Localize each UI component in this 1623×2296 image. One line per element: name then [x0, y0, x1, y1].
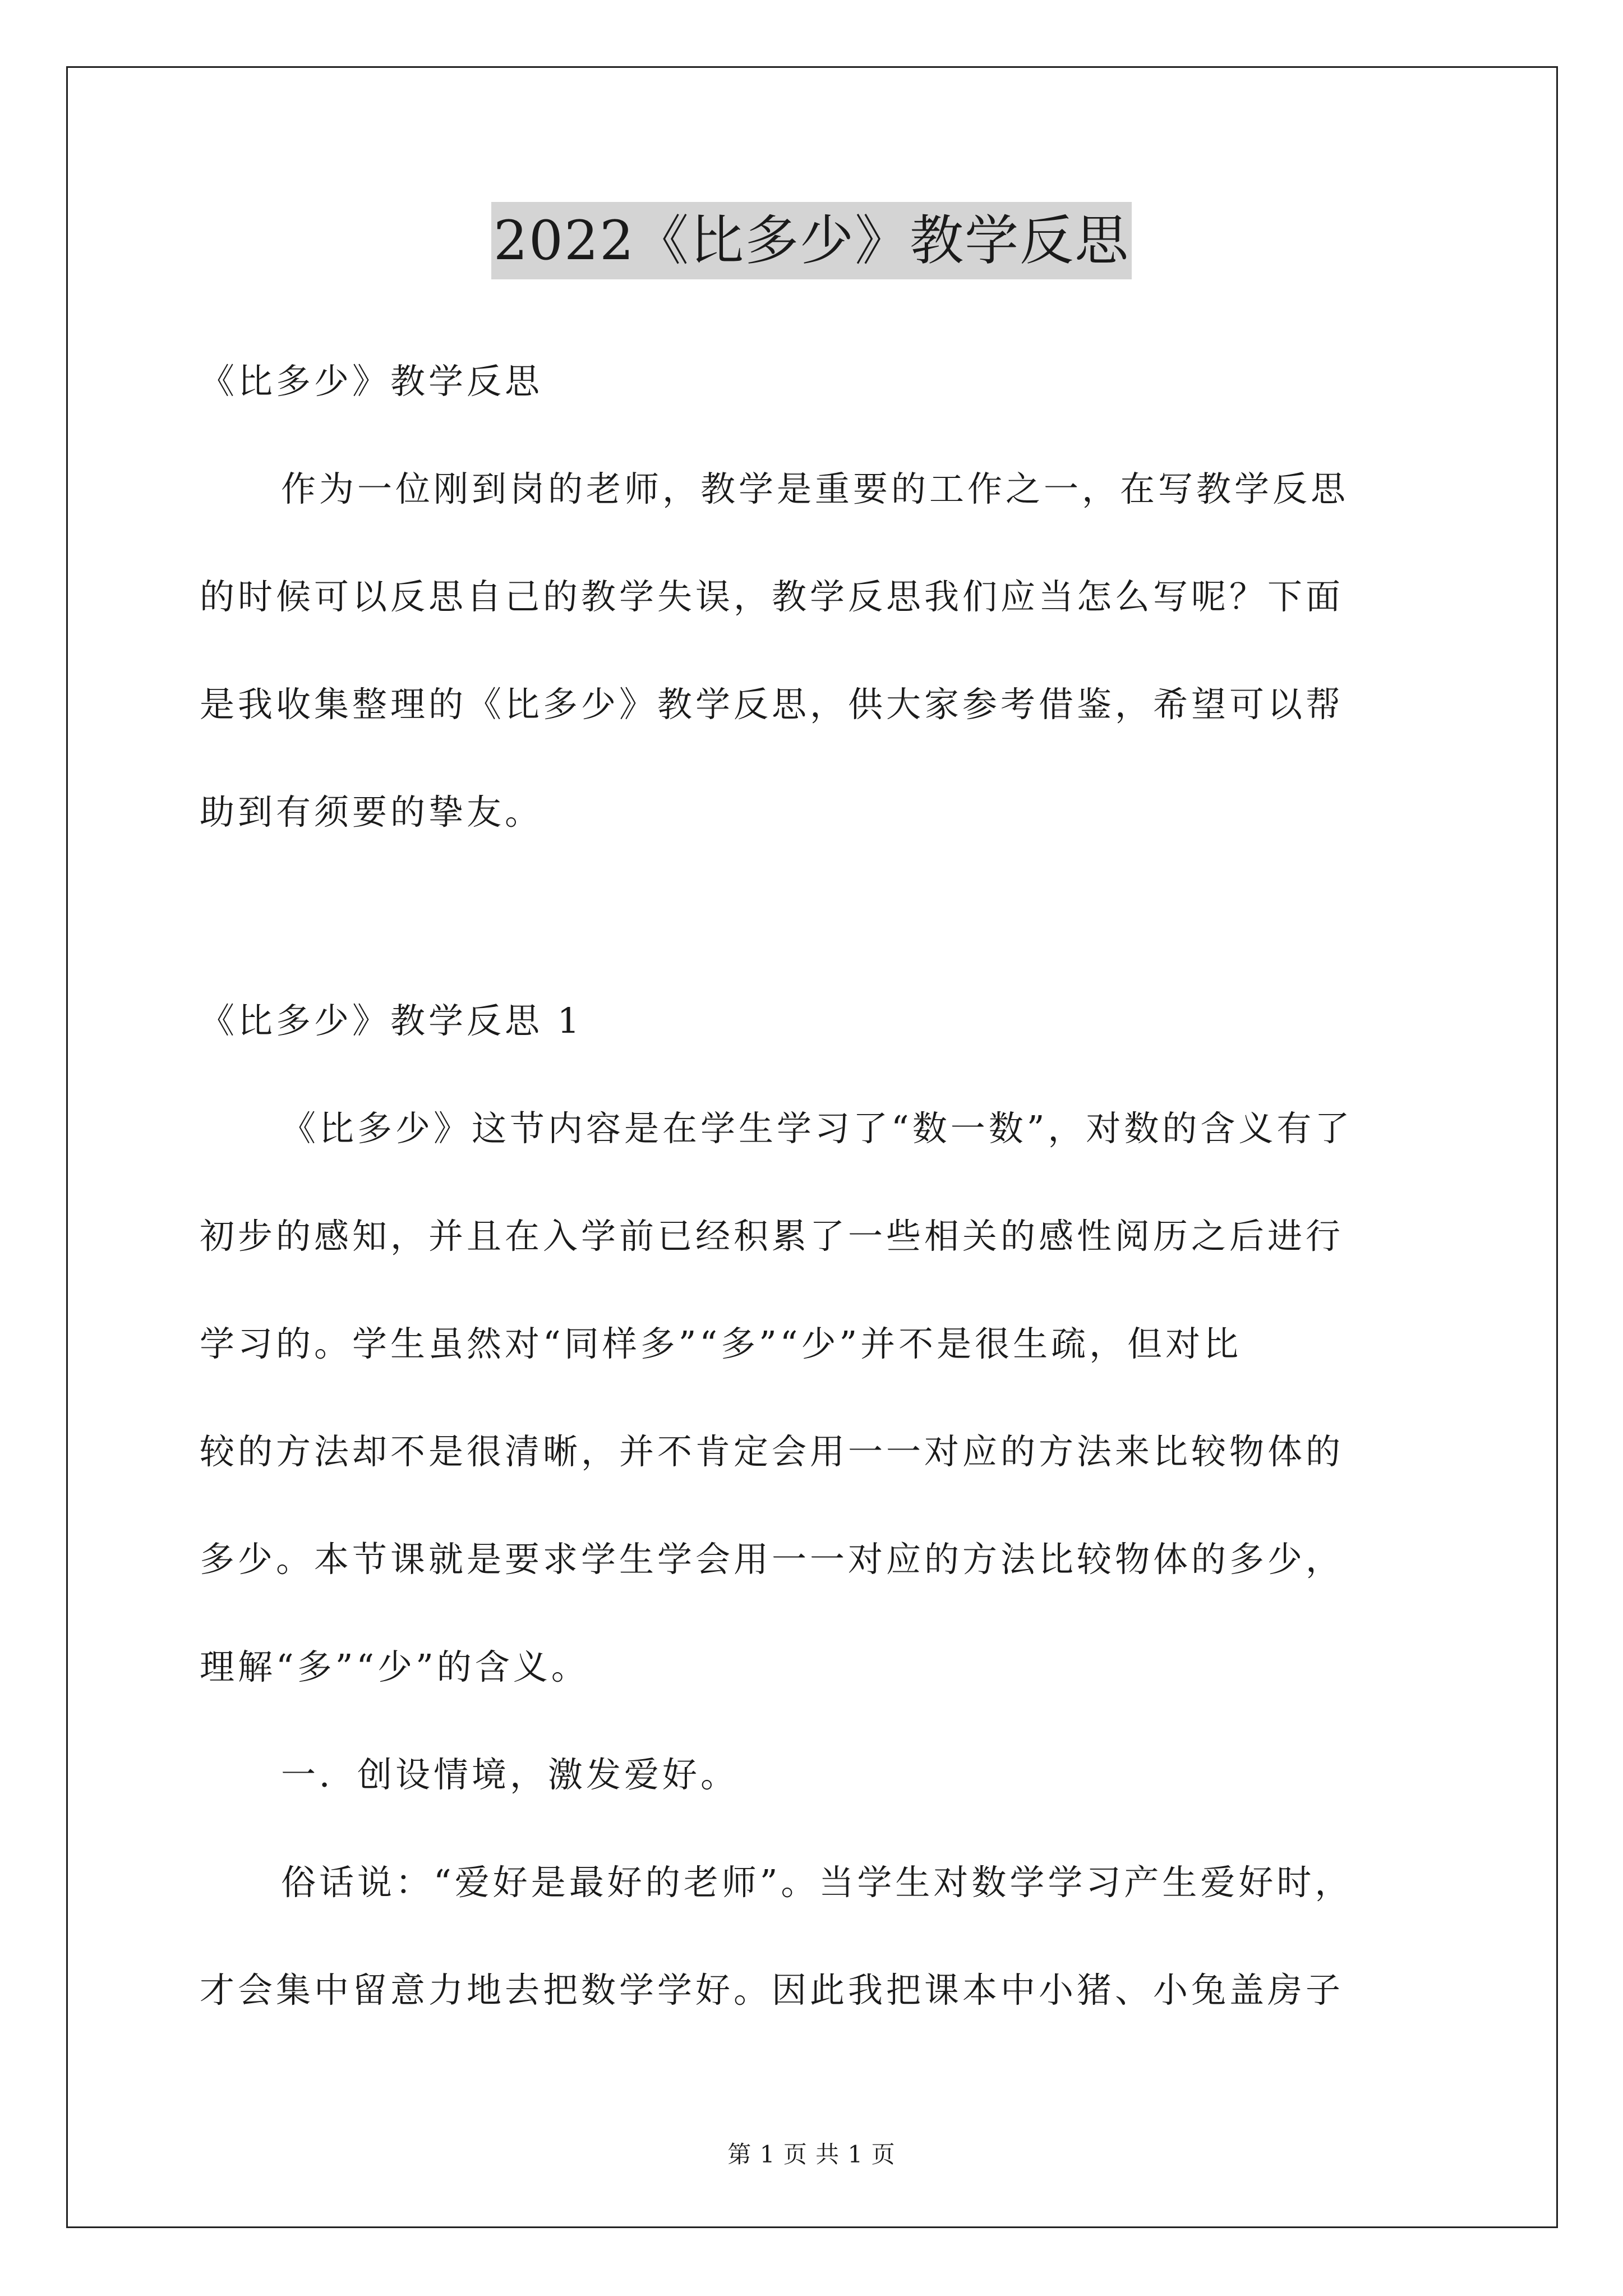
- intro-line-2: 的时候可以反思自己的教学失误，教学反思我们应当怎么写呢？下面: [200, 576, 1344, 617]
- section-spacer: [200, 886, 1433, 987]
- paragraph-1-line-1: 《比多少》这节内容是在学生学习了“数一数”，对数的含义有了: [281, 1108, 1353, 1149]
- paragraph-1-line-2: 初步的感知，并且在入学前已经积累了一些相关的感性阅历之后进行: [200, 1216, 1344, 1257]
- paragraph-1-line-3: 学习的。学生虽然对“同样多”“多”“少”并不是很生疏，但对比: [200, 1323, 1242, 1364]
- paragraph-2-line-1: 俗话说：“爱好是最好的老师”。当学生对数学学习产生爱好时，: [281, 1862, 1353, 1903]
- paragraph-2-line-2: 才会集中留意力地去把数学学好。因此我把课本中小猪、小兔盖房子: [200, 1970, 1344, 2010]
- section-heading: 《比多少》教学反思: [200, 361, 543, 402]
- title-container: [0, 202, 1623, 279]
- intro-line-3: 是我收集整理的《比多少》教学反思，供大家参考借鉴，希望可以帮: [200, 684, 1344, 725]
- point-1-heading: 一．创设情境，激发爱好。: [281, 1754, 739, 1795]
- intro-line-4: 助到有须要的挚友。: [200, 792, 543, 832]
- page-footer: 第 1 页 共 1 页: [727, 2141, 896, 2168]
- document-title: 2022《比多少》教学反思: [491, 202, 1132, 279]
- paragraph-1-line-4: 较的方法却不是很清晰，并不肯定会用一一对应的方法来比较物体的: [200, 1431, 1344, 1472]
- section-1-heading: 《比多少》教学反思 1: [200, 1000, 583, 1041]
- paragraph-1-line-6: 理解“多”“少”的含义。: [200, 1646, 589, 1687]
- document-body: [200, 348, 1433, 2064]
- intro-line-1: 作为一位刚到岗的老师，教学是重要的工作之一，在写教学反思: [281, 468, 1349, 509]
- paragraph-1-line-5: 多少。本节课就是要求学生学会用一一对应的方法比较物体的多少，: [200, 1539, 1344, 1580]
